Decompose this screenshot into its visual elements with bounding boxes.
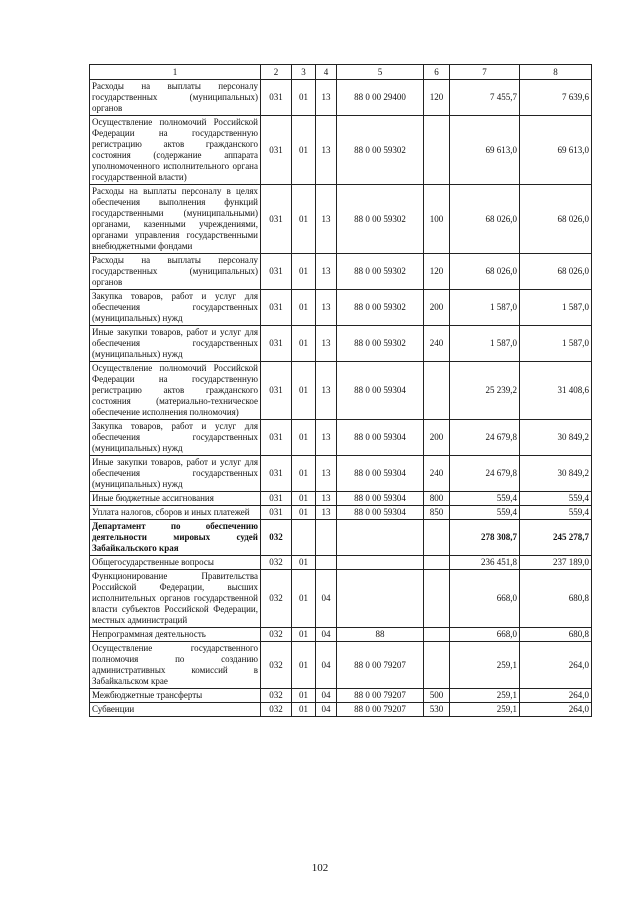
row-expense-type-cell: 120	[424, 80, 450, 116]
table-row	[90, 520, 592, 556]
row-code-cell: 031	[261, 420, 292, 456]
row-target-cell: 88 0 00 59302	[337, 290, 424, 326]
row-target-cell: 88	[337, 628, 424, 642]
row-subsection-cell: 04	[316, 628, 337, 642]
row-expense-type-cell	[424, 520, 450, 556]
row-name-cell: Межбюджетные трансферты	[90, 689, 261, 703]
row-code-cell: 031	[261, 185, 292, 254]
row-amount-cell: 68 026,0	[520, 185, 592, 254]
row-section-cell: 01	[292, 703, 316, 717]
row-amount-cell: 7 455,7	[450, 80, 520, 116]
table-row	[90, 362, 592, 420]
row-target-cell: 88 0 00 59302	[337, 185, 424, 254]
row-amount-cell: 30 849,2	[520, 420, 592, 456]
row-amount-cell: 278 308,7	[450, 520, 520, 556]
budget-table	[89, 64, 592, 717]
row-name-cell: Иные бюджетные ассигнования	[90, 492, 261, 506]
row-subsection-cell: 13	[316, 420, 337, 456]
row-subsection-cell	[316, 556, 337, 570]
row-section-cell: 01	[292, 326, 316, 362]
table-row	[90, 703, 592, 717]
column-header: 1	[90, 65, 261, 80]
row-section-cell: 01	[292, 556, 316, 570]
row-expense-type-cell: 530	[424, 703, 450, 717]
row-amount-cell: 264,0	[520, 703, 592, 717]
table-row	[90, 185, 592, 254]
table-row	[90, 290, 592, 326]
row-section-cell: 01	[292, 420, 316, 456]
row-amount-cell: 259,1	[450, 642, 520, 689]
row-code-cell: 031	[261, 326, 292, 362]
row-amount-cell: 236 451,8	[450, 556, 520, 570]
row-target-cell: 88 0 00 59302	[337, 254, 424, 290]
row-amount-cell: 69 613,0	[520, 116, 592, 185]
table-row	[90, 556, 592, 570]
row-subsection-cell: 13	[316, 80, 337, 116]
row-section-cell: 01	[292, 290, 316, 326]
table-row	[90, 570, 592, 628]
row-amount-cell: 68 026,0	[450, 185, 520, 254]
row-code-cell: 032	[261, 689, 292, 703]
row-section-cell: 01	[292, 642, 316, 689]
budget-table-sheet	[89, 64, 591, 717]
row-section-cell: 01	[292, 116, 316, 185]
row-expense-type-cell: 800	[424, 492, 450, 506]
row-expense-type-cell	[424, 642, 450, 689]
row-name-cell: Осуществление полномочий Российской Федерации на государственную регистрацию актов гражданского состояния (материально-техническое обеспечение исполнения полномочия)	[90, 362, 261, 420]
row-name-cell: Осуществление полномочий Российской Федерации на государственную регистрацию актов гражданского состояния (содержание аппарата уполномоченного исполнительного органа государственной власти)	[90, 116, 261, 185]
row-subsection-cell: 04	[316, 703, 337, 717]
row-expense-type-cell	[424, 116, 450, 185]
row-expense-type-cell: 240	[424, 326, 450, 362]
row-amount-cell: 559,4	[520, 492, 592, 506]
row-section-cell: 01	[292, 689, 316, 703]
table-row	[90, 116, 592, 185]
row-code-cell: 032	[261, 703, 292, 717]
row-subsection-cell: 13	[316, 456, 337, 492]
row-target-cell	[337, 556, 424, 570]
row-section-cell: 01	[292, 456, 316, 492]
row-name-cell: Непрограммная деятельность	[90, 628, 261, 642]
row-target-cell: 88 0 00 79207	[337, 689, 424, 703]
row-code-cell: 031	[261, 254, 292, 290]
table-row	[90, 689, 592, 703]
row-name-cell: Субвенции	[90, 703, 261, 717]
row-expense-type-cell	[424, 628, 450, 642]
row-amount-cell: 69 613,0	[450, 116, 520, 185]
row-target-cell: 88 0 00 59304	[337, 492, 424, 506]
row-code-cell: 031	[261, 362, 292, 420]
row-subsection-cell: 13	[316, 362, 337, 420]
table-row	[90, 456, 592, 492]
row-target-cell	[337, 570, 424, 628]
row-code-cell: 032	[261, 642, 292, 689]
row-code-cell: 031	[261, 492, 292, 506]
row-section-cell: 01	[292, 185, 316, 254]
row-expense-type-cell: 120	[424, 254, 450, 290]
row-amount-cell: 259,1	[450, 703, 520, 717]
row-name-cell: Закупка товаров, работ и услуг для обеспечения государственных (муниципальных) нужд	[90, 290, 261, 326]
row-amount-cell: 25 239,2	[450, 362, 520, 420]
row-section-cell	[292, 520, 316, 556]
row-code-cell: 032	[261, 556, 292, 570]
row-subsection-cell: 13	[316, 116, 337, 185]
table-row	[90, 492, 592, 506]
row-target-cell: 88 0 00 59304	[337, 420, 424, 456]
row-subsection-cell: 04	[316, 642, 337, 689]
row-target-cell	[337, 520, 424, 556]
row-amount-cell: 668,0	[450, 570, 520, 628]
row-amount-cell: 1 587,0	[450, 290, 520, 326]
row-target-cell: 88 0 00 29400	[337, 80, 424, 116]
table-body	[90, 80, 592, 717]
row-subsection-cell: 04	[316, 570, 337, 628]
row-section-cell: 01	[292, 492, 316, 506]
row-code-cell: 032	[261, 520, 292, 556]
row-subsection-cell: 13	[316, 492, 337, 506]
row-amount-cell: 559,4	[520, 506, 592, 520]
row-section-cell: 01	[292, 362, 316, 420]
row-expense-type-cell: 200	[424, 290, 450, 326]
row-target-cell: 88 0 00 59302	[337, 116, 424, 185]
column-header: 7	[450, 65, 520, 80]
row-subsection-cell	[316, 520, 337, 556]
row-expense-type-cell	[424, 570, 450, 628]
row-name-cell: Расходы на выплаты персоналу в целях обеспечения выполнения функций государственными (муниципальными) органами, казенными учреждениями, органами управления государственными внебюджетными фондами	[90, 185, 261, 254]
row-amount-cell: 259,1	[450, 689, 520, 703]
row-amount-cell: 680,8	[520, 628, 592, 642]
column-header: 6	[424, 65, 450, 80]
row-expense-type-cell: 200	[424, 420, 450, 456]
row-name-cell: Закупка товаров, работ и услуг для обеспечения государственных (муниципальных) нужд	[90, 420, 261, 456]
row-section-cell: 01	[292, 506, 316, 520]
row-target-cell: 88 0 00 79207	[337, 703, 424, 717]
row-name-cell: Общегосударственные вопросы	[90, 556, 261, 570]
page-number: 102	[311, 862, 329, 874]
column-header: 4	[316, 65, 337, 80]
row-amount-cell: 668,0	[450, 628, 520, 642]
row-name-cell: Уплата налогов, сборов и иных платежей	[90, 506, 261, 520]
row-amount-cell: 680,8	[520, 570, 592, 628]
column-header: 3	[292, 65, 316, 80]
column-header: 2	[261, 65, 292, 80]
row-name-cell: Расходы на выплаты персоналу государственных (муниципальных) органов	[90, 254, 261, 290]
table-header-row	[90, 65, 592, 80]
row-amount-cell: 7 639,6	[520, 80, 592, 116]
row-amount-cell: 31 408,6	[520, 362, 592, 420]
row-amount-cell: 1 587,0	[520, 290, 592, 326]
row-section-cell: 01	[292, 254, 316, 290]
row-code-cell: 032	[261, 570, 292, 628]
column-header: 8	[520, 65, 592, 80]
column-header: 5	[337, 65, 424, 80]
table-row	[90, 628, 592, 642]
table-row	[90, 642, 592, 689]
row-section-cell: 01	[292, 628, 316, 642]
row-expense-type-cell: 500	[424, 689, 450, 703]
row-amount-cell: 1 587,0	[520, 326, 592, 362]
row-amount-cell: 68 026,0	[450, 254, 520, 290]
row-code-cell: 031	[261, 506, 292, 520]
table-row	[90, 254, 592, 290]
row-name-cell: Иные закупки товаров, работ и услуг для обеспечения государственных (муниципальных) нужд	[90, 326, 261, 362]
row-expense-type-cell	[424, 362, 450, 420]
table-row	[90, 80, 592, 116]
row-section-cell: 01	[292, 570, 316, 628]
row-subsection-cell: 13	[316, 506, 337, 520]
row-name-cell: Иные закупки товаров, работ и услуг для обеспечения государственных (муниципальных) нужд	[90, 456, 261, 492]
row-target-cell: 88 0 00 79207	[337, 642, 424, 689]
row-code-cell: 031	[261, 116, 292, 185]
table-row	[90, 326, 592, 362]
row-name-cell: Функционирование Правительства Российской Федерации, высших исполнительных органов государственной власти субъектов Российской Федерации, местных администраций	[90, 570, 261, 628]
row-expense-type-cell: 240	[424, 456, 450, 492]
row-amount-cell: 1 587,0	[450, 326, 520, 362]
row-subsection-cell: 04	[316, 689, 337, 703]
row-name-cell: Департамент по обеспечению деятельности мировых судей Забайкальского края	[90, 520, 261, 556]
table-row	[90, 420, 592, 456]
row-amount-cell: 264,0	[520, 689, 592, 703]
row-amount-cell: 559,4	[450, 492, 520, 506]
row-subsection-cell: 13	[316, 254, 337, 290]
row-code-cell: 031	[261, 456, 292, 492]
row-target-cell: 88 0 00 59304	[337, 506, 424, 520]
row-amount-cell: 237 189,0	[520, 556, 592, 570]
row-amount-cell: 68 026,0	[520, 254, 592, 290]
row-section-cell: 01	[292, 80, 316, 116]
row-amount-cell: 24 679,8	[450, 456, 520, 492]
row-code-cell: 031	[261, 80, 292, 116]
row-name-cell: Осуществление государственного полномочия по созданию административных комиссий в Забайкальском крае	[90, 642, 261, 689]
row-target-cell: 88 0 00 59302	[337, 326, 424, 362]
row-code-cell: 032	[261, 628, 292, 642]
row-target-cell: 88 0 00 59304	[337, 362, 424, 420]
row-expense-type-cell: 100	[424, 185, 450, 254]
row-amount-cell: 559,4	[450, 506, 520, 520]
row-expense-type-cell	[424, 556, 450, 570]
row-subsection-cell: 13	[316, 326, 337, 362]
row-subsection-cell: 13	[316, 290, 337, 326]
row-name-cell: Расходы на выплаты персоналу государственных (муниципальных) органов	[90, 80, 261, 116]
row-amount-cell: 24 679,8	[450, 420, 520, 456]
row-subsection-cell: 13	[316, 185, 337, 254]
row-amount-cell: 245 278,7	[520, 520, 592, 556]
row-expense-type-cell: 850	[424, 506, 450, 520]
row-amount-cell: 30 849,2	[520, 456, 592, 492]
row-amount-cell: 264,0	[520, 642, 592, 689]
row-target-cell: 88 0 00 59304	[337, 456, 424, 492]
row-code-cell: 031	[261, 290, 292, 326]
table-row	[90, 506, 592, 520]
